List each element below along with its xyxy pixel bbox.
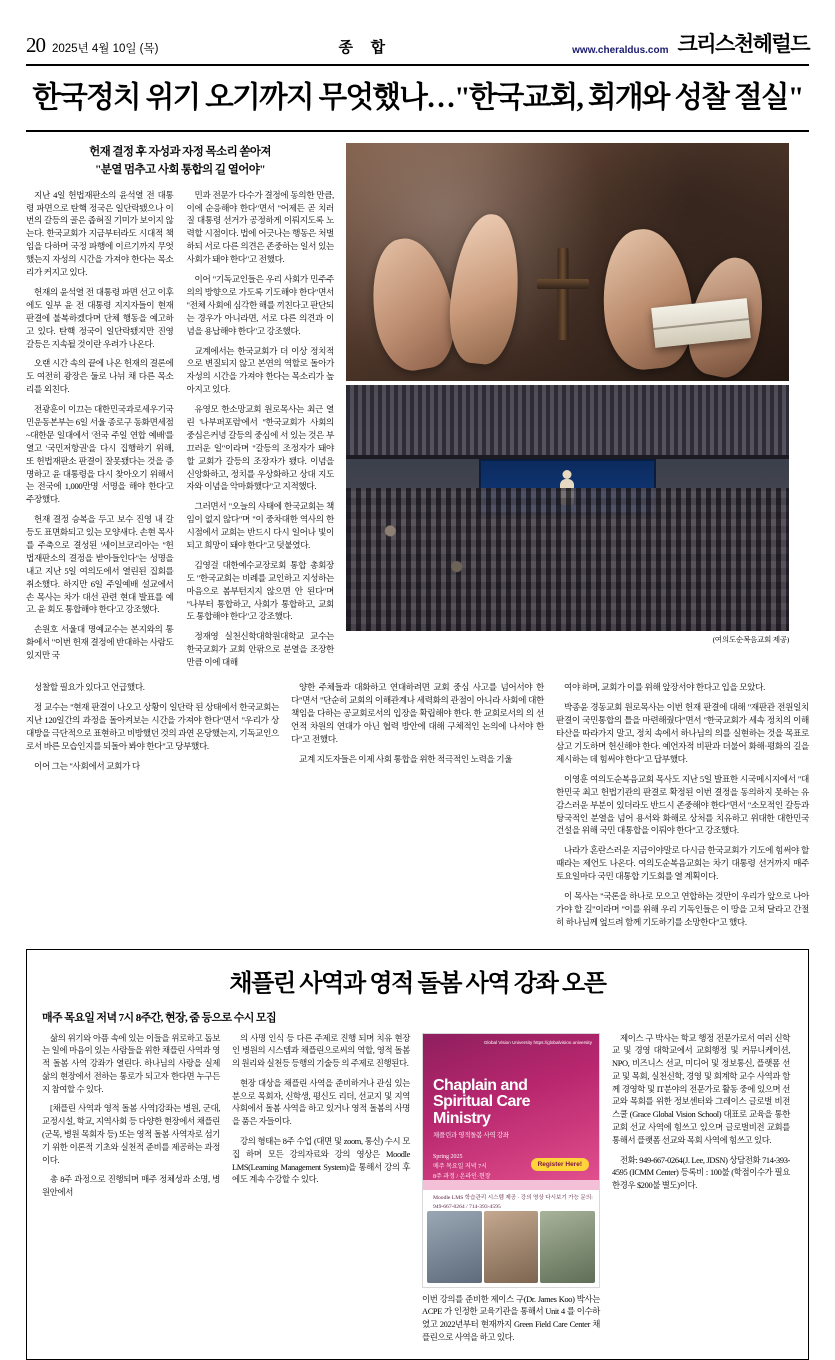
chaplain-course-poster	[422, 1033, 600, 1288]
paragraph: 정 교수는 "현재 판결이 나오고 상황이 일단락 된 상태에서 한국교회는 지난 120일간의 과정을 돌아켜보는 시간을 가져야 한다"면서 "우리가 상대방을 극단적으로 표현하고 비방했던 것의 과연 온당했는지, 기독교인으로서 바른 모습인지를 되돌아 봐야 한다"고 당부했다.	[26, 702, 279, 752]
poster-divider-strip	[423, 1180, 599, 1190]
newspaper-logo: 크리스천헤럴드	[677, 32, 809, 56]
paragraph: [채플린 사역과 영적 돌봄 사역]강좌는 병원, 군대, 교정시설, 학교, 지역사회 등 다양한 현장에서 채플린(군목, 병원 목회자 등) 또는 영적 돌봄 사역자로 섬기기 위한 이론적 기초와 실천적 준비를 제공하는 과정이다.	[42, 1104, 220, 1165]
poster-photo-1	[427, 1211, 482, 1283]
article-continuation	[26, 681, 809, 935]
top-article-area	[26, 132, 809, 673]
poster-term-2: 매주 목요일 저녁 7시	[433, 1163, 487, 1170]
paragraph: 이어 "기독교인들은 우리 사회가 민주주의의 방향으로 가도록 기도해야 한다"면서 "전체 사회에 심각한 해를 끼친다고 판단되는 경우가 아니라면, 서로 다른 의견과 이념을 용납해야 한다"고 강조했다.	[186, 274, 334, 336]
sub-headline-line1: 헌재 결정 후 자성과 자정 목소리 쏟아져	[89, 145, 271, 158]
poster-subtitle: 채플린과 영적돌봄 사역 강좌	[433, 1131, 509, 1139]
paragraph: 이어 그는 "사회에서 교회가 다	[34, 760, 140, 771]
paragraph: 박종윤 경동교회 원로목사는 이번 헌재 판결에 대해 "재판관 전원일치 판결이 국민통합의 틀을 마련해줬다"면서 "한국교회가 세속 정치의 이해타산을 따라가지 말고, 정치 속에서 하나님의 의를 실현하는 것을 목표로 삼고 기도하며 헌신해야 한다. 예언자적 비판과 더불어 화해·평화의 길을 제시하는 데 힘써야 한다"고 답부했다.	[556, 702, 809, 764]
publication-date: 2025년 4월 10일 (목)	[52, 43, 159, 55]
article-column-1	[26, 189, 334, 673]
paragraph: 민과 전문가 다수가 결정에 동의한 만큼, 이에 순응해야 한다"면서 "어제든 곧 치러질 대통령 선거가 공정하게 이뤄지도록 노력할 시점이다. 법에 어긋나는 행동은 처벌하되 서로 다른 의견은 존중하는 일서 있는 사회가 돼야 한다"고 전했다.	[186, 189, 334, 265]
headline-section	[26, 66, 809, 132]
masthead-right	[572, 28, 809, 58]
paragraph: 손원호 서울대 명예교수는 본지와의 통화에서 "이번 헌재 결정에 반대하는 사람도 있지만 국	[26, 624, 174, 661]
poster-terms	[433, 1152, 491, 1183]
paragraph: 이 목사는 "국론을 하나로 모으고 연합하는 것만이 우리가 앞으로 나아가야 할 길"이라며 "이를 위해 우리 기독인들은 이 땅을 고쳐 달라고 간절히 하나님께 엎드려 함께 기도하기를 소망한다"고 했다.	[556, 890, 809, 927]
paragraph: 나라가 혼란스러운 지금이야말로 다시금 한국교회가 기도에 힘써야 할 때라는 제언도 나온다. 여의도순복음교회는 차기 대통령 선거까지 매주 토요일마다 국민 대통합 기도회를 열 계획이다.	[556, 845, 809, 882]
masthead-left	[26, 33, 158, 58]
ad-box-body	[42, 1033, 793, 1345]
poster-title	[433, 1078, 530, 1128]
masthead	[26, 28, 809, 66]
paragraph: 지난 4일 헌법재판소의 윤석열 전 대통령 파면으로 탄핵 정국은 일단락됐으나 이번의 갈등의 골은 좁혀질 기미가 보이지 않는다. 한국교회가 지금부터라도 시대적 책임을 다하며 국정 파행에 이르기까지 무엇했는지 자성의 시간을 가져야 한다는 목소리가 커지고 있다.	[26, 189, 174, 278]
chaplain-course-ad-box	[26, 949, 809, 1360]
continuation-column-3	[556, 681, 809, 935]
paragraph: 전광훈이 이끄는 대한민국과로세우기국민운동본부는 6일 서울 종로구 동화면세점~대한문 일대에서 '전국 주일 연합 예배'를 열고 '국민저항권'을 다시 집행하기 위해, 또 헌법재판소 판결이 잘못됐다는 것을 증명하고 윤 대통령을 다시 찾아오기 위해서는 전국에 1,000만명 서명을 해야 한다'고 주장했다.	[26, 404, 174, 505]
paragraph: 삶의 위기와 아픔 속에 있는 이들을 위로하고 돕보는 일에 마음이 있는 사람들을 위한 채플린 사역과 영적 돌봄 사역 강좌가 열린다. 하나님의 사랑을 실제 삶의 현장에서 전하는 통로가 되고자 한다면 누구든지 참여할 수 있다.	[42, 1033, 220, 1094]
ad-column-2	[232, 1033, 410, 1345]
website-url[interactable]: www.cheraldus.com	[572, 45, 669, 56]
page-number: 20	[26, 33, 45, 57]
sub-headline	[26, 143, 334, 180]
poster-title-line2: Spiritual Care	[433, 1093, 531, 1111]
paragraph: 교계 지도자들은 이제 사회 통합을 위한 적극적인 노력을 기울	[299, 753, 513, 764]
paragraph: 이영훈 여의도순복음교회 목사도 지난 5일 발표한 시국메시지에서 "대한민국 최고 헌법기관의 판결로 확정된 이번 결정을 동의하지 못하는 유감스러운 부분이 있더라도 반드시 존중해야 한다"면서 "소모적인 갈등과 탕국적인 분열을 넘어 용서와 화해로 상처를 치유하고 위대한 대한민국 건설을 위해 국민 대통합을 이뤄야 한다"고 강조했다.	[556, 773, 809, 836]
ad-box-subtitle: 매주 목요일 저녁 7시 8주간, 현장, 줌 등으로 수시 모집	[42, 1011, 276, 1024]
poster-note: Moodle LMS 학습관리 시스템 제공 · 강의 영상 다시보기 가능 문의: 949-667-0264 / 714-393-4595	[433, 1195, 593, 1210]
poster-term-3: 8주 과정 / 온라인·현장	[433, 1174, 491, 1180]
cross-icon	[558, 248, 569, 340]
poster-term-1: Spring 2025	[433, 1153, 463, 1160]
poster-university: Global Vision University https://globalvision.university	[483, 1039, 592, 1045]
paragraph: 성찰할 필요가 있다고 언급했다.	[34, 682, 145, 693]
ad-column-1	[42, 1033, 220, 1345]
continuation-column-2	[291, 681, 544, 935]
poster-photo-2	[484, 1211, 539, 1283]
church-congregation-worship-photo	[346, 385, 789, 631]
paragraph: 교계에서는 한국교회가 더 이상 정치적으로 변질되지 않고 본연의 역할로 돌아가 자성의 시간을 가져야 한다는 목소리가 높아지고 있다.	[186, 345, 334, 395]
praying-hands-cross-bible-photo	[346, 143, 789, 381]
paragraph: 강의 형태는 8주 수업 (대면 및 zoom, 통신) 수시 모집 하며 모든 강의자료와 강의 영상은 Moodle LMS(Learning Management System)을 통해서 강의 후 에도 계속 수강할 수 있다.	[232, 1136, 410, 1185]
paragraph: 제이스 구 박사는 학교 행정 전문가로서 여러 신학교 및 경영 대학교에서 교회행정 및 커뮤니케이션, NPO, 비즈니스 선교, 미디어 및 정보통신, 플랫폼 선교 및 목회, 실천신학, 경영 및 회계학 교수 사역과 함께 경영학 및 IT분야의 전문가로 활동 중에 있으며 선교와 목회를 위한 정보센터와 그레이스 글로벌 비전스쿨 (Grace Global Vision School) 대표로 교육을 통한 교회 선교 사역에 힘쓰고 있으며 글로벌비전 교회를 통해서 플랫폼 선교와 목회 사역에 힘쓰고 있다.	[612, 1033, 790, 1145]
poster-photo-strip	[423, 1211, 599, 1287]
paragraph: 전화: 949-667-0264(J. Lee, JDSN) 상담전화 714-393-4595 (ICMM Center) 등록비 : 100불 (학점이수가 필요한경우 $200불 별도)이다.	[612, 1155, 790, 1191]
paragraph: 그러면서 "오늘의 사태에 한국교회는 책임이 없지 않다"며 "이 중차대한 역사의 한 시점에서 교회는 반드시 다시 일어나 빛이 되고 희망이 돼야 한다"고 덧붙였다.	[186, 501, 334, 550]
paragraph: 헌재의 윤석열 전 대통령 파면 선고 이후에도 일부 윤 전 대통령 지지자들이 현재 판결에 불복하겠다며 단체 행동을 예고하고 있다. 탄핵 정국이 일단락됐지만 진영 갈등은 지속될 것이란 우려가 나온다.	[26, 286, 174, 349]
article-body-two-columns	[26, 189, 334, 673]
paragraph: 김영걸 대한예수교장로회 통합 총회장도 "한국교회는 비례를 교인하고 지성하는 마음으로 봄부턴지지 않으면 안 된다"며 "나부터 통합하고, 사회가 통합하고, 교회도 통합해야 한다"고 강조했다.	[186, 559, 334, 622]
ad-poster-column	[422, 1033, 600, 1345]
paragraph: 헌재 결정 승복을 두고 보수 진영 내 갈등도 표면화되고 있는 모양새다. 손현 목사를 주축으로 결성된 '세이브코리아'는 "헌법재판소의 결정을 받아들인다"는 성명을 내고 지난 5일 여의도에서 열린된 집회를 취소했다. 하지만 6일 주일예배 설교에서 손 목사는 차가 대선 관련 현대 발표를 예고. 윤 회도 통합해야 한다'고 강조했다.	[26, 514, 174, 615]
article-left-column	[26, 143, 334, 673]
paragraph: 오랜 시간 속의 끝에 나온 헌재의 결론에도 여전히 광장은 둘로 나뉘 채 다른 목소리를 외친다.	[26, 358, 174, 395]
section-title: 종 합	[338, 40, 393, 56]
article-photo-column	[346, 143, 789, 673]
poster-photo-3	[540, 1211, 595, 1283]
paragraph: 현장 대상을 채플린 사역을 준비하거나 관심 있는 분으로 목회자, 신학생, 평신도 리더, 선교지 및 지역사회에서 돌봄 사역을 하고 있거나 영적 돌봄의 사명을 품은 자들이다.	[232, 1078, 410, 1127]
paragraph: 유영모 한소망교회 원로목사는 최근 열린 '나부퍼포럼'에서 "한국교회가 사회의 중심은커녕 갈등의 중심에 서 있는 것은 부끄러운 일"이라며 "갈등의 조정자가 돼야 할 교회가 갈등의 조장자가 됐다. 이념을 신앙화하고, 정치를 우상화하고 상대 지도자와 이념을 악마화했다"고 지적했다.	[186, 404, 334, 492]
poster-caption: 이번 강의를 준비한 제이스 구(Dr. James Koo) 박사는 ACPE 가 인정한 교육기관을 통해서 Unit 4 를 이수하였고 2022년부터 현재까지 Green Field Care Center 채플린으로 사역을 하고 있다.	[422, 1294, 600, 1342]
paragraph: 의 사명 인식 등 다른 주제로 진행 되며 치유 현장인 병원의 시스템과 채플린으로써의 역할, 영적 돌봄의 원리와 실천등 등행의 기술등 의 주제로 진행된다.	[232, 1033, 410, 1069]
paragraph: 여야 하며, 교회가 이를 위해 앞장서야 한다고 입을 모았다.	[564, 682, 765, 693]
main-headline: 한국정치 위기 오기까지 무엇했나…"한국교회, 회개와 성찰 절실"	[32, 82, 803, 114]
ad-box-title: 채플린 사역과 영적 돌봄 사역 강좌 오픈	[229, 970, 606, 997]
paragraph: 정재영 실천신학대학원대학교 교수는 한국교회가 교회 안팎으로 분열을 조장한 만큼 이에 대해	[186, 631, 334, 668]
paragraph: 총 8주 과정으로 진행되며 매주 정체성과 소명, 병원안에서	[42, 1175, 220, 1198]
poster-register-button[interactable]: Register Here!	[531, 1158, 589, 1171]
continuation-column-1	[26, 681, 279, 935]
poster-title-line1: Chaplain and	[433, 1076, 528, 1094]
ad-column-3	[612, 1033, 790, 1345]
paragraph: 양한 주체들과 대화하고 연대하려면 교회 중심 사고를 넘어서야 한다"면서 "단순히 교회의 이해관계나 세력화의 관점이 아니라 사회에 대한 책임을 다하는 공교회로서의 입장을 확립해야 한다. 한 교회로서의 의 선언적 차원의 연대가 아닌 협력 방안에 대해 구체적인 논의에 나서야 한다"고 전했다.	[291, 682, 544, 745]
poster-title-line3: Ministry	[433, 1110, 491, 1128]
sub-headline-line2: "분열 멈추고 사회 통합의 길 열어야"	[94, 164, 266, 177]
photo-caption: (여의도순복음교회 제공)	[712, 634, 789, 644]
